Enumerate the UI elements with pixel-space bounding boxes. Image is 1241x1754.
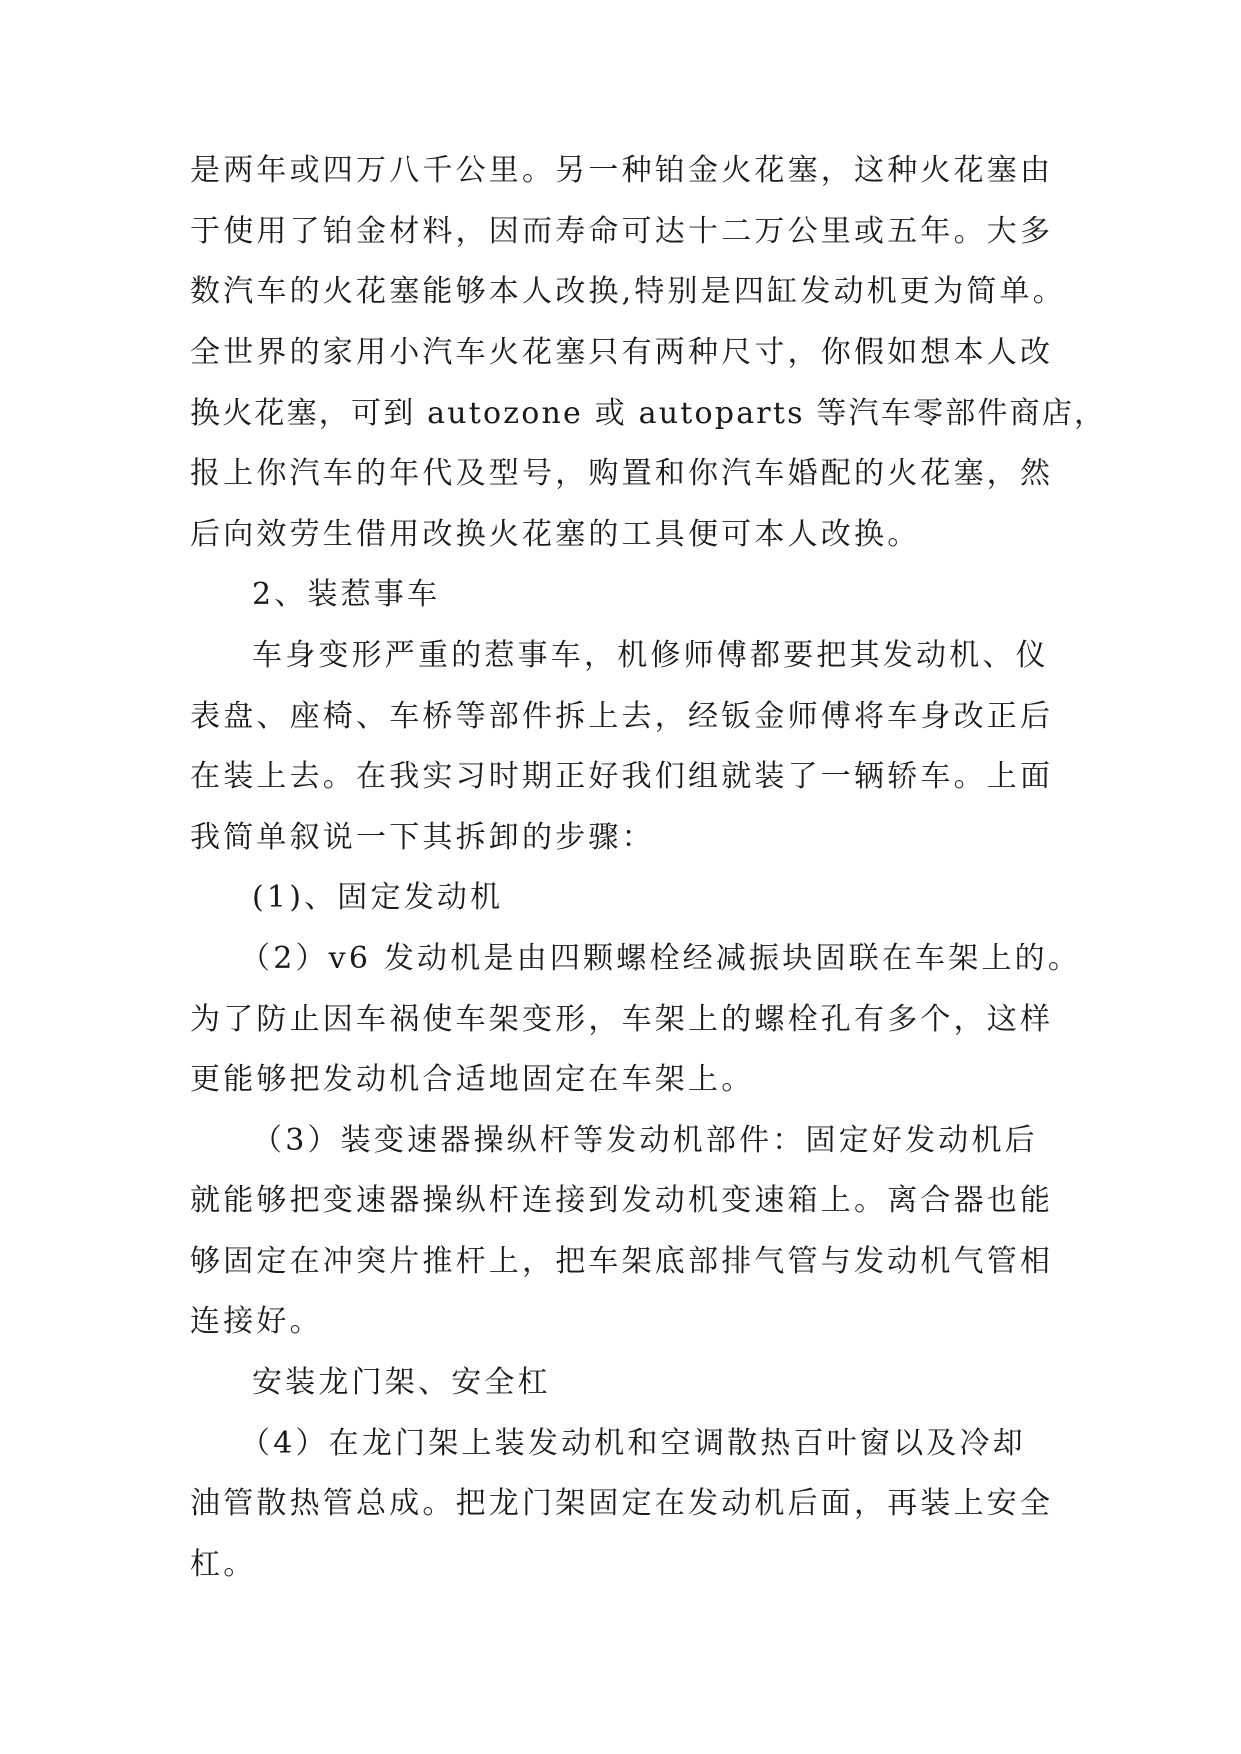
body-text-line: 数汽车的火花塞能够本人改换,特别是四缸发动机更为简单。 bbox=[190, 274, 1066, 309]
body-text-line: （4）在龙门架上装发动机和空调散热百叶窗以及冷却 bbox=[240, 1426, 1026, 1461]
body-text-line: 于使用了铂金材料，因而寿命可达十二万公里或五年。大多 bbox=[190, 214, 1054, 249]
body-text-line: 在装上去。在我实习时期正好我们组就装了一辆轿车。上面 bbox=[190, 759, 1054, 794]
body-text-line: 为了防止因车祸使车架变形，车架上的螺栓孔有多个，这样 bbox=[190, 1002, 1054, 1037]
body-text-line: 全世界的家用小汽车火花塞只有两种尺寸，你假如想本人改 bbox=[190, 335, 1054, 370]
body-text-line: （3）装变速器操纵杆等发动机部件：固定好发动机后 bbox=[252, 1123, 1038, 1158]
section-heading: 2、装惹事车 bbox=[252, 577, 441, 612]
body-text-line: （2）v6 发动机是由四颗螺栓经减振块固联在车架上的。 bbox=[240, 941, 1082, 976]
body-text-line: 更能够把发动机合适地固定在车架上。 bbox=[190, 1062, 755, 1097]
body-text-line: 是两年或四万八千公里。另一种铂金火花塞，这种火花塞由 bbox=[190, 153, 1054, 188]
body-text-line: 油管散热管总成。把龙门架固定在发动机后面，再装上安全 bbox=[190, 1486, 1054, 1521]
step-heading: (1)、固定发动机 bbox=[252, 880, 504, 915]
body-text-line: 连接好。 bbox=[190, 1304, 323, 1339]
body-text-line: 后向效劳生借用改换火花塞的工具便可本人改换。 bbox=[190, 517, 921, 552]
body-text-line: 杠。 bbox=[190, 1547, 257, 1582]
body-text-line: 就能够把变速器操纵杆连接到发动机变速箱上。离合器也能 bbox=[190, 1183, 1054, 1218]
body-text-line: 报上你汽车的年代及型号，购置和你汽车婚配的火花塞，然 bbox=[190, 456, 1054, 491]
body-text-line: 车身变形严重的惹事车，机修师傅都要把其发动机、仪 bbox=[252, 638, 1049, 673]
body-text-line: 表盘、座椅、车桥等部件拆上去，经钣金师傅将车身改正后 bbox=[190, 699, 1054, 734]
body-text-line: 够固定在冲突片推杆上，把车架底部排气管与发动机气管相 bbox=[190, 1244, 1054, 1279]
body-text-line: 我简单叙说一下其拆卸的步骤： bbox=[190, 820, 655, 855]
body-text-line: 换火花塞，可到 autozone 或 autoparts 等汽车零部件商店， bbox=[190, 396, 1107, 431]
step-heading: 安装龙门架、安全杠 bbox=[252, 1365, 551, 1400]
